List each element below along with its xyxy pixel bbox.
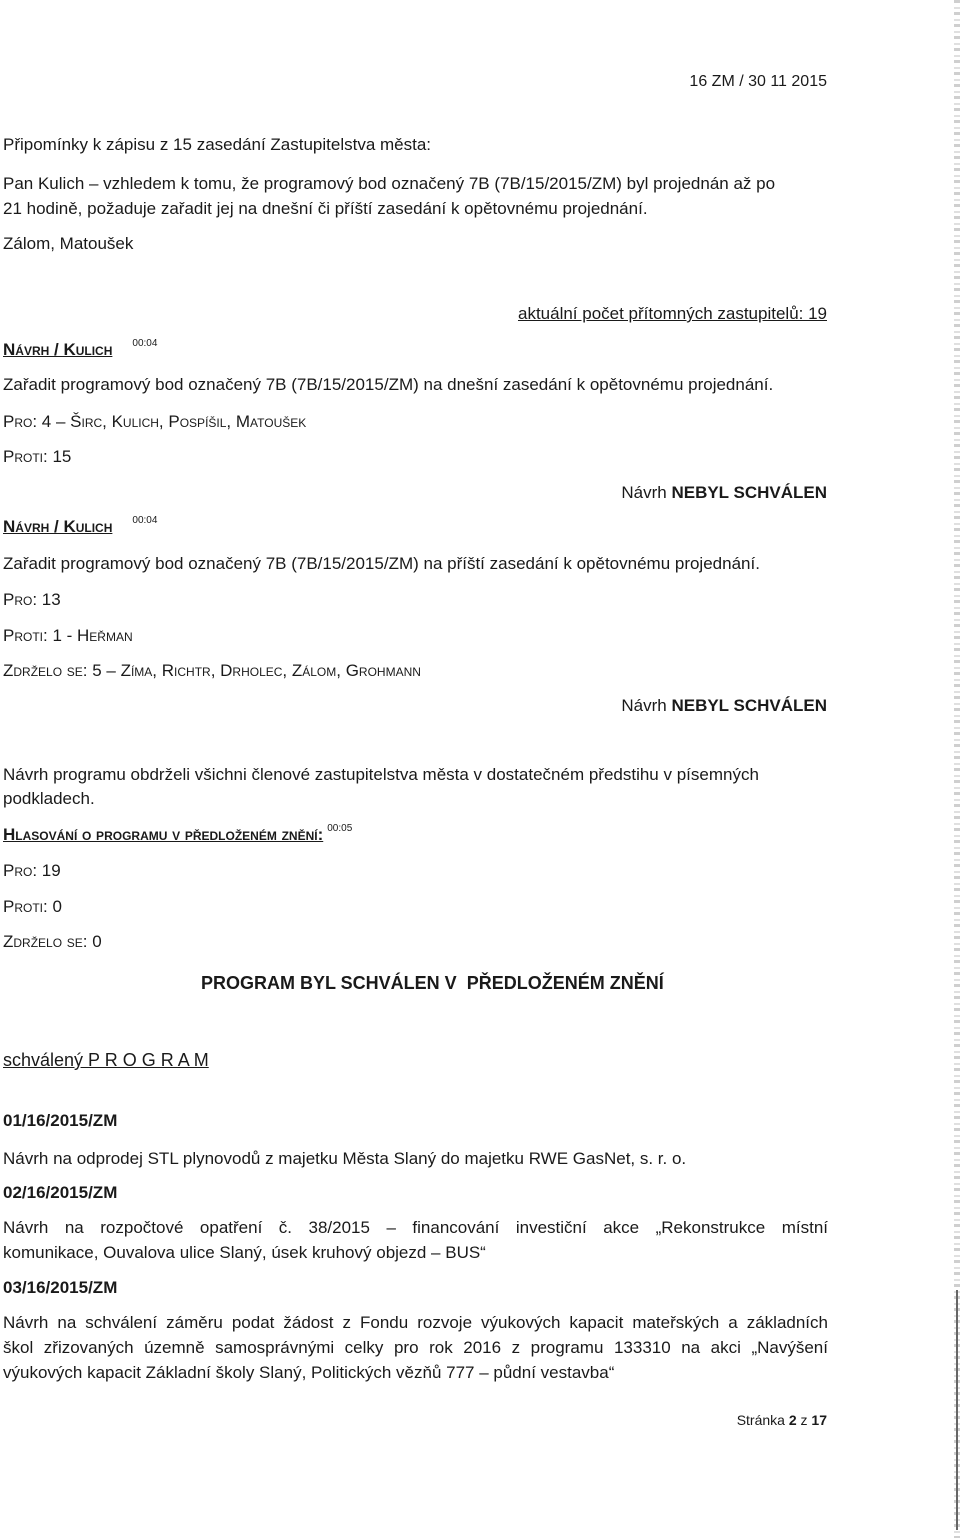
document-reference: 16 ZM / 30 11 2015: [689, 73, 827, 90]
approved-program-heading: schválený P R O G R A M: [3, 1050, 209, 1070]
motion-2-time: 00:04: [132, 515, 158, 526]
motion-2-proti: Proti: 1 - Heřman: [3, 626, 133, 645]
program-vote-time: 00:05: [327, 823, 353, 834]
comment-names: Zálom, Matoušek: [3, 234, 134, 253]
program-item-3-line-1: Návrh na schválení záměru podat žádost z Fondu rozvoje výukových kapacit mateřských a základních: [3, 1313, 828, 1332]
motion-2-pro: Pro: 13: [3, 590, 61, 609]
motion-2-result-status: NEBYL SCHVÁLEN: [671, 696, 827, 715]
motion-1-result-prefix: Návrh: [621, 483, 667, 502]
motion-1-proti: Proti: 15: [3, 447, 72, 466]
program-vote-heading: Hlasování o programu v předloženém znění:: [3, 825, 324, 844]
program-item-1-code: 01/16/2015/ZM: [3, 1111, 118, 1130]
program-intro-line-1: Návrh programu obdrželi všichni členové zastupitelstva města v dostatečném předstihu v písemných: [3, 765, 759, 784]
program-intro-line-2: podkladech.: [3, 789, 95, 808]
motion-1-result: [621, 481, 827, 505]
program-vote-proti: Proti: 0: [3, 897, 62, 916]
motion-1-text: Zařadit programový bod označený 7B (7B/15/2015/ZM) na dnešní zasedání k opětovnému projednání.: [3, 375, 774, 394]
program-item-3-code: 03/16/2015/ZM: [3, 1278, 118, 1297]
motion-2-header: [3, 515, 157, 542]
comment-kulich-line-1: Pan Kulich – vzhledem k tomu, že programový bod označený 7B (7B/15/2015/ZM) byl projednán až po: [3, 174, 776, 193]
program-item-3-line-3: výukových kapacit Základní školy Slaný, Politických vězňů 777 – půdní vestavba“: [3, 1363, 615, 1382]
page-number: [737, 1408, 827, 1432]
comments-title: Připomínky k zápisu z 15 zasedání Zastupitelstva města:: [3, 135, 432, 154]
program-item-2-code: 02/16/2015/ZM: [3, 1183, 118, 1202]
page-number-total: 17: [811, 1412, 827, 1428]
motion-2-label: Návrh / Kulich: [3, 517, 113, 536]
program-item-3-line-2: škol zřizovaných územně samosprávnými celky pro rok 2016 z programu 133310 na akci „Navýšení: [3, 1338, 828, 1357]
motion-1-label: Návrh / Kulich: [3, 340, 113, 359]
motion-2-zdrzelo: Zdrželo se: 5 – Zíma, Richtr, Drholec, Zálom, Grohmann: [3, 661, 421, 680]
program-item-1-text: Návrh na odprodej STL plynovodů z majetku Města Slaný do majetku RWE GasNet, s. r. o.: [3, 1149, 687, 1168]
program-item-2-line-2: komunikace, Ouvalova ulice Slaný, úsek kruhový objezd – BUS“: [3, 1243, 486, 1262]
motion-1-result-status: NEBYL SCHVÁLEN: [671, 483, 827, 502]
motion-1-pro: Pro: 4 – Širc, Kulich, Pospíšil, Matoušek: [3, 412, 307, 431]
motion-1-header: [3, 338, 157, 365]
page-number-separator: z: [800, 1412, 808, 1428]
attendance-count: aktuální počet přítomných zastupitelů: 19: [517, 304, 827, 323]
program-vote-header: [3, 823, 352, 850]
page-number-prefix: Stránka: [736, 1412, 785, 1428]
program-vote-result: PROGRAM BYL SCHVÁLEN V PŘEDLOŽENÉM ZNĚNÍ: [201, 973, 664, 993]
page-number-current: 2: [788, 1412, 797, 1428]
program-vote-pro: Pro: 19: [3, 861, 61, 880]
motion-2-result: [621, 694, 827, 718]
motion-2-text: Zařadit programový bod označený 7B (7B/15/2015/ZM) na příští zasedání k opětovnému projednání.: [3, 554, 760, 573]
program-item-2-line-1: Návrh na rozpočtové opatření č. 38/2015 – financování investiční akce „Rekonstrukce místní: [3, 1218, 828, 1237]
scan-edge-dark: [956, 1290, 958, 1530]
comment-kulich-line-2: 21 hodině, požaduje zařadit jej na dnešní či příští zasedání k opětovnému projednání.: [3, 199, 648, 218]
motion-1-time: 00:04: [132, 338, 158, 349]
program-vote-zdrzelo: Zdrželo se: 0: [3, 932, 102, 951]
motion-2-result-prefix: Návrh: [621, 696, 667, 715]
